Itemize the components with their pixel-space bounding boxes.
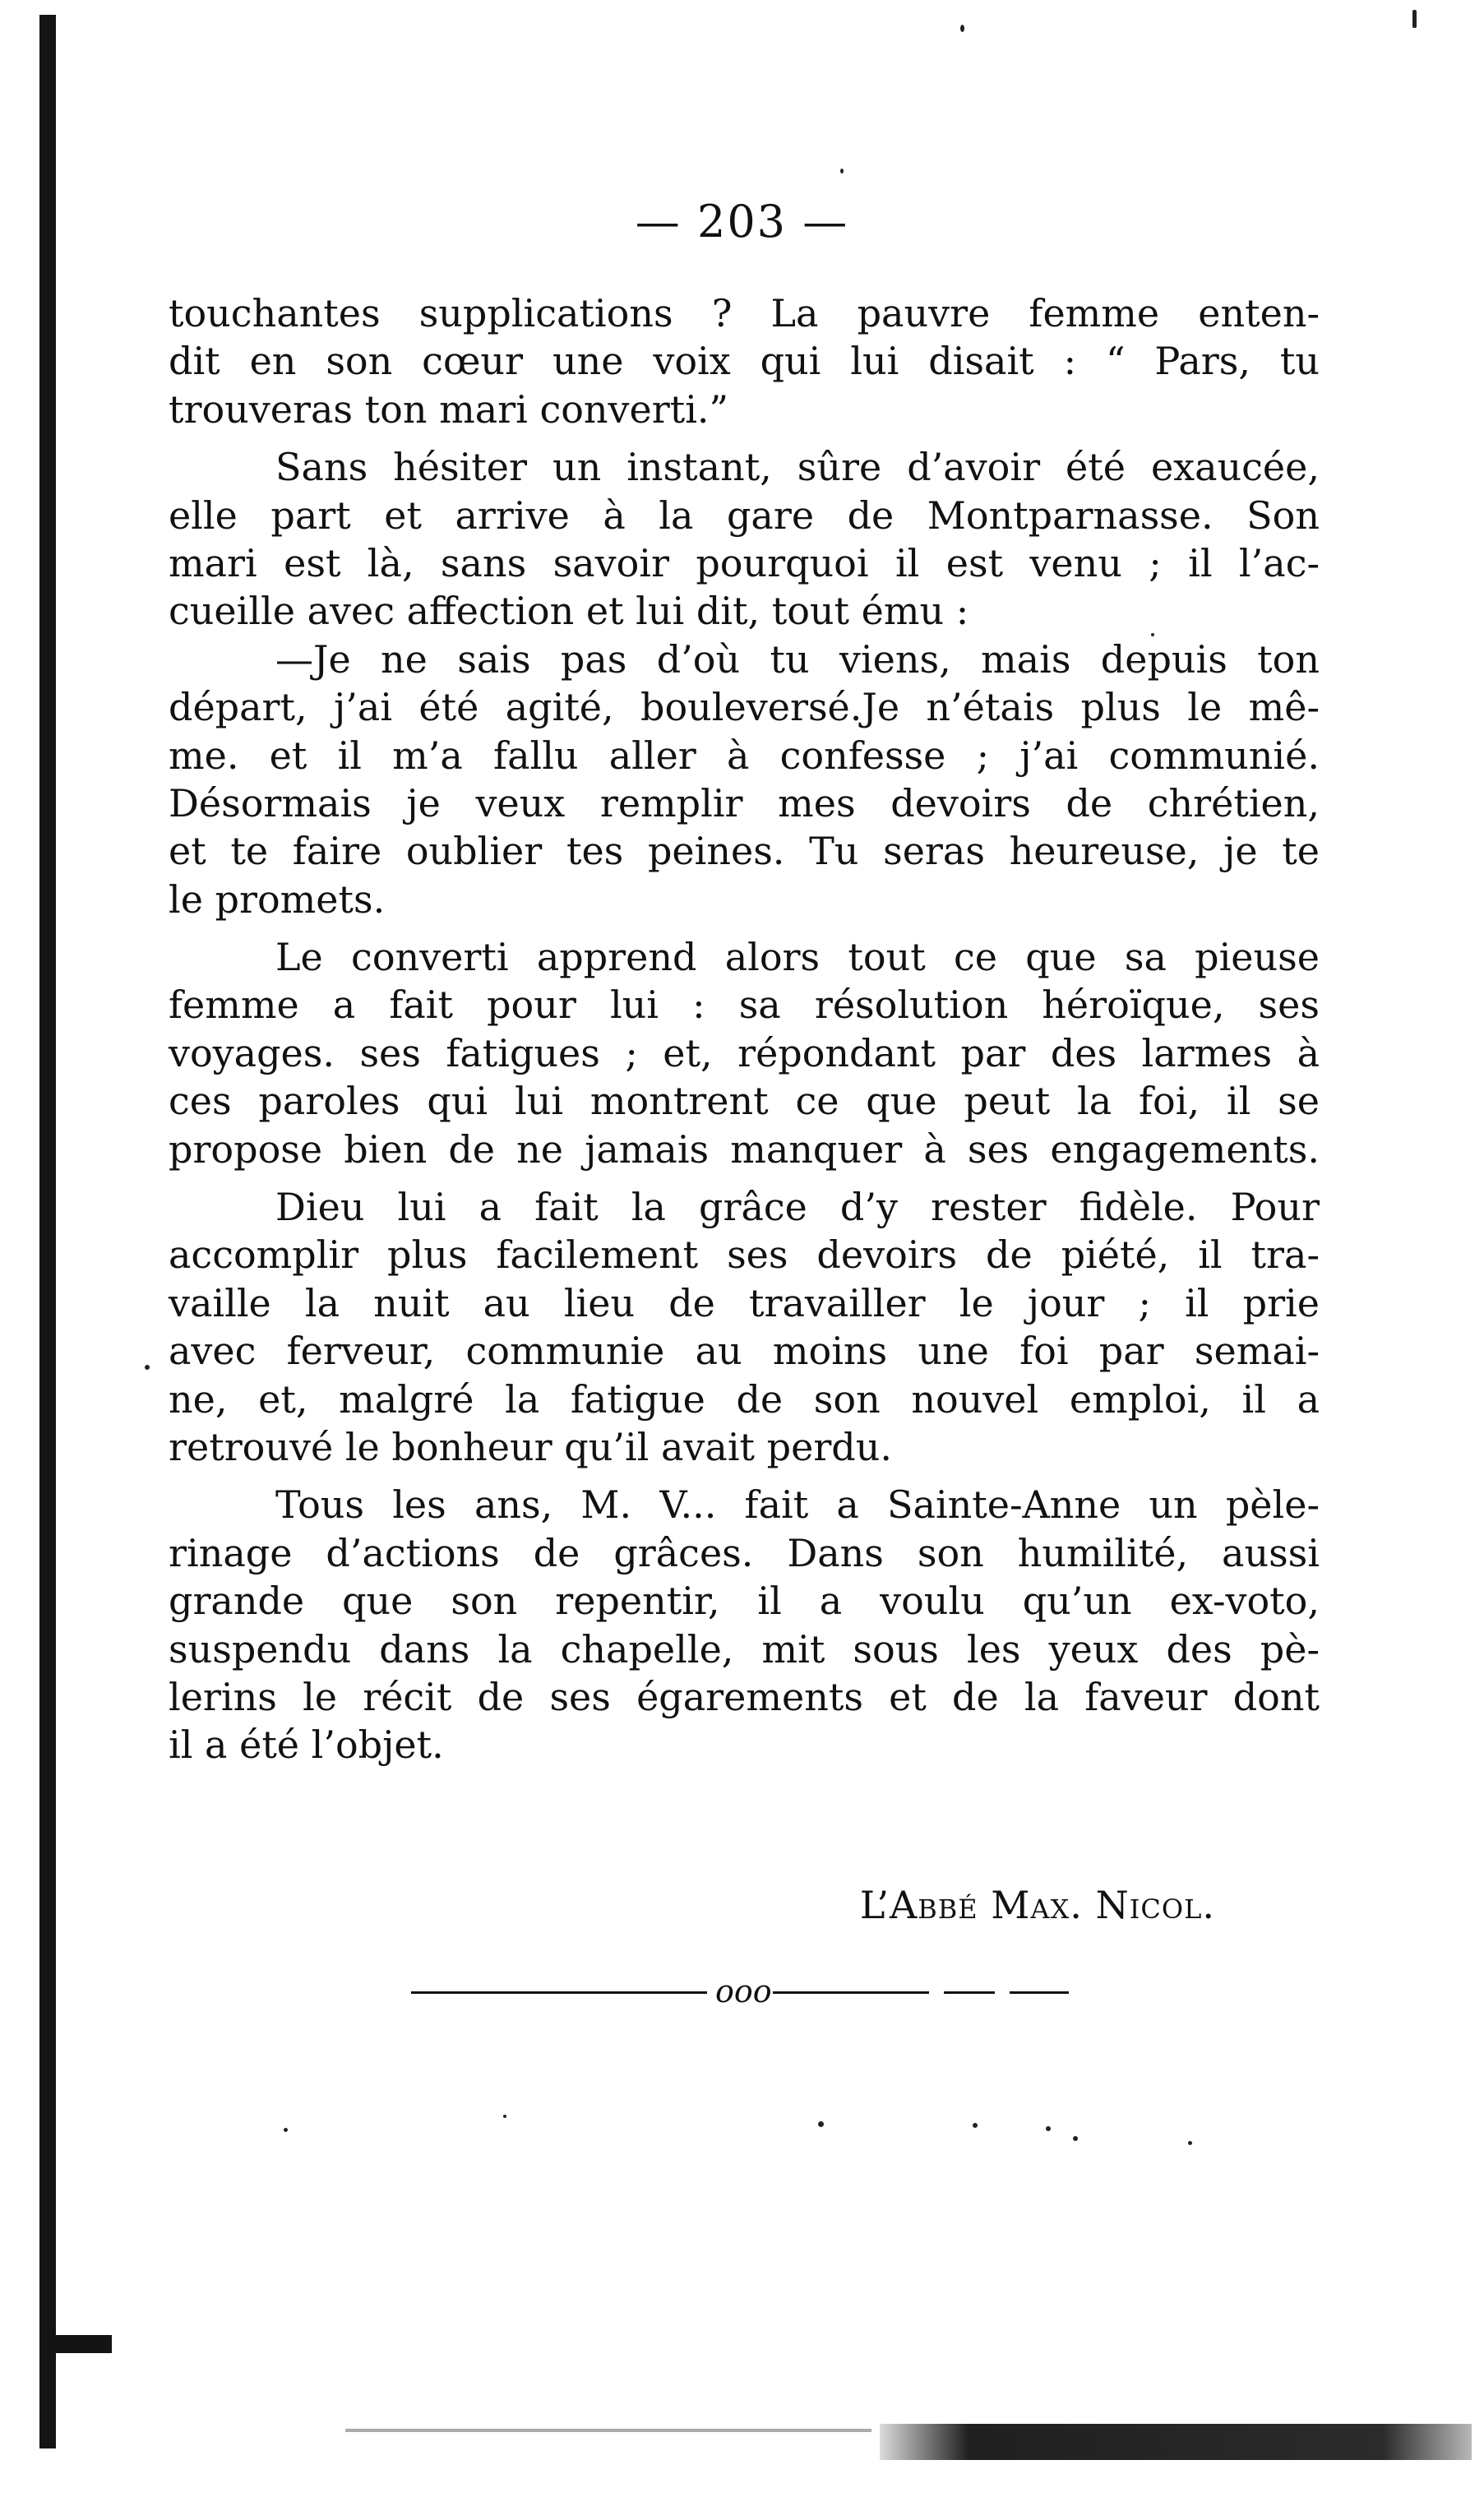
text-line: elle part et arrive à la gare de Montparnasse. Son (169, 492, 1320, 538)
text-line: et te faire oublier tes peines. Tu seras heureuse, je te (169, 829, 1320, 874)
scan-speck (503, 2115, 506, 2118)
scan-speck (284, 2128, 288, 2132)
text-line: touchantes supplications ? La pauvre femme enten- (169, 291, 1320, 335)
scan-speck (840, 169, 844, 173)
separator-mark: ooo (715, 1973, 772, 2009)
scan-speck (818, 2121, 824, 2127)
text-line: voyages. ses fatigues ; et, répondant par des larmes à (169, 1030, 1320, 1075)
text-line: ne, et, malgré la fatigue de son nouvel emploi, il a (169, 1376, 1320, 1422)
text-line: Le converti apprend alors tout ce que sa pieuse (275, 935, 1320, 980)
text-line: me. et il m’a fallu aller à confesse ; j’ai communié. (169, 733, 1320, 778)
paragraph (169, 289, 1320, 433)
text-line: grande que son repentir, il a voulu qu’un ex-voto, (169, 1579, 1320, 1624)
text-line: le promets. (169, 876, 386, 922)
text-line: lerins le récit de ses égarements et de la faveur dont (169, 1674, 1320, 1719)
scan-speck (1073, 2136, 1078, 2141)
scan-speck (1188, 2141, 1192, 2145)
text-line: départ, j’ai été agité, bouleversé.Je n’étais plus le mê- (169, 685, 1320, 730)
paragraph (169, 443, 1320, 923)
text-line: accomplir plus facilement ses devoirs de piété, il tra- (169, 1232, 1320, 1278)
paragraph (169, 1481, 1320, 1769)
scan-speck (1046, 2126, 1051, 2131)
scan-speck (973, 2123, 978, 2128)
text-line: trouveras ton mari converti.” (169, 386, 729, 432)
paragraph (169, 1183, 1320, 1471)
text-line: avec ferveur, communie au moins une foi par semai- (169, 1329, 1320, 1374)
text-line: vaille la nuit au lieu de travailler le jour ; il prie (169, 1280, 1320, 1325)
text-line: propose bien de ne jamais manquer à ses engagements. (169, 1126, 1320, 1172)
text-line: femme a fait pour lui : sa résolution héroïque, ses (169, 983, 1320, 1028)
text-line: Désormais je veux remplir mes devoirs de chrétien, (169, 780, 1320, 825)
text-line: mari est là, sans savoir pourquoi il est venu ; il l’ac- (169, 540, 1320, 585)
text-line: dit en son cœur une voix qui lui disait : “ Pars, tu (169, 339, 1320, 384)
scan-speck (145, 1365, 150, 1370)
text-line: Sans hésiter un instant, sûre d’avoir été exaucée, (275, 445, 1320, 490)
text-line: retrouvé le bonheur qu’il avait perdu. (169, 1424, 892, 1469)
scan-speck (960, 25, 964, 32)
paragraph (169, 933, 1320, 1173)
text-line: il a été l’objet. (169, 1722, 444, 1768)
text-line: Dieu lui a fait la grâce d’y rester fidèle. Pour (275, 1185, 1320, 1230)
scan-speck (1412, 10, 1417, 28)
text-line: ces paroles qui lui montrent ce que peut la foi, il se (169, 1079, 1320, 1124)
text-line: Tous les ans, M. V... fait a Sainte-Anne un pèle- (275, 1482, 1320, 1528)
separator-rule (944, 1991, 995, 1994)
text-line: rinage d’actions de grâces. Dans son humilité, aussi (169, 1530, 1320, 1575)
binding-edge-notch (46, 2335, 112, 2353)
page-number: — 203 — (635, 196, 849, 247)
separator-rule (773, 1991, 929, 1994)
scan-artifact-line (345, 2429, 871, 2432)
body-text (169, 289, 1320, 1769)
text-line: cueille avec affection et lui dit, tout ému : (169, 589, 969, 634)
separator-rule (411, 1991, 707, 1994)
binding-edge (39, 15, 56, 2448)
separator-rule (1010, 1991, 1069, 1994)
text-line: suspendu dans la chapelle, mit sous les yeux des pè- (169, 1626, 1320, 1672)
text-line: —Je ne sais pas d’où tu viens, mais depuis ton (275, 636, 1320, 682)
author-signature: L’Abbé Max. Nicol. (859, 1883, 1215, 1927)
section-separator (411, 1972, 1069, 2013)
scan-artifact-smear (880, 2424, 1472, 2460)
